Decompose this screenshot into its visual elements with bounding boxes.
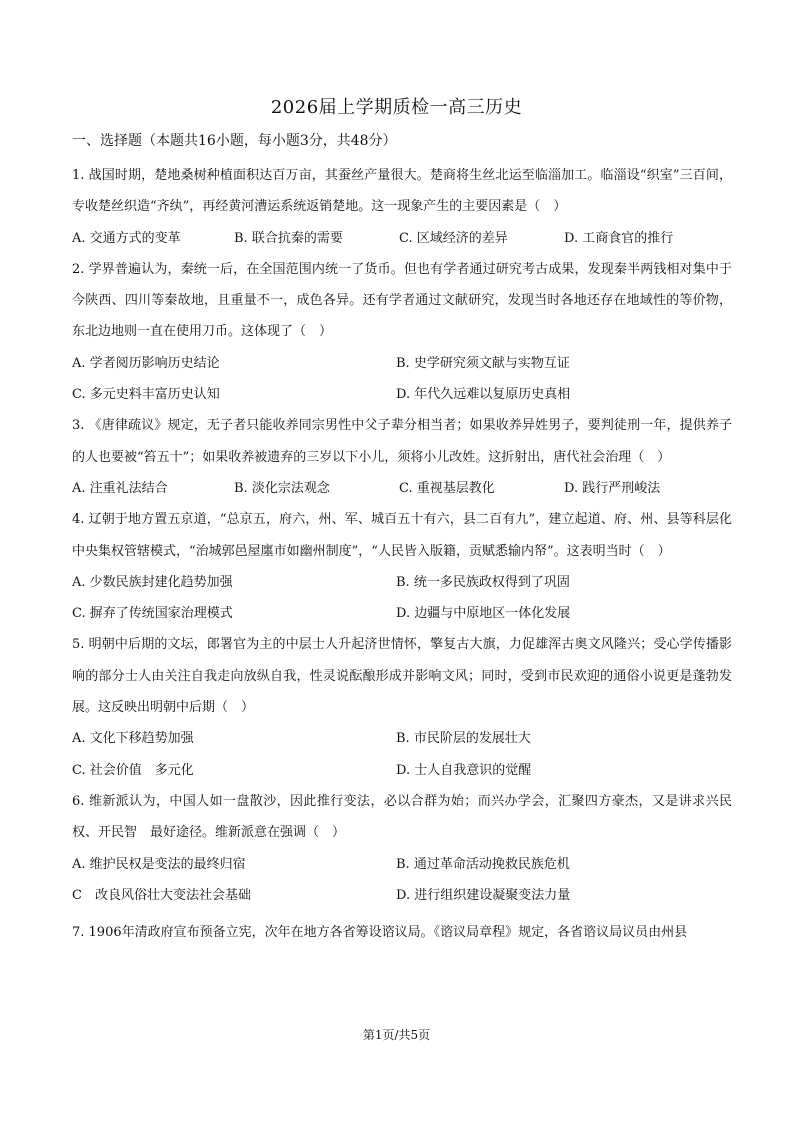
question-text: 5. 明朝中后期的文坛，郎署官为主的中层士人升起济世情怀，擎复古大旗，力促雄浑古奥文风隆兴；受心学传播影响的部分士人由关注自我走向放纵自我，性灵说酝酿形成并影响文风；同时，受到市民欢迎的通俗小说更是蓬勃发展。这反映出明朝中后期（ ）	[72, 637, 732, 716]
option-c[interactable]: C. 社会价值 多元化	[72, 762, 194, 778]
option-a[interactable]: A. 学者阅历影响历史结论	[72, 355, 220, 371]
option-c[interactable]: C. 重视基层教化	[399, 480, 495, 496]
option-c[interactable]: C 改良风俗壮大变法社会基础	[72, 887, 251, 903]
option-d[interactable]: D. 年代久远难以复原历史真相	[396, 387, 571, 403]
question-text: 3. 《唐律疏议》规定，无子者只能收养同宗男性中父子辈分相当者；如果收养异姓男子，要判徒刑一年，提供养子的人也要被“笞五十”；如果收养被遗弃的三岁以下小儿，须将小儿改姓。这折射出，唐代社会治理（ ）	[72, 418, 732, 465]
option-grid	[72, 849, 732, 912]
exam-title: 2026届上学期质检一高三历史	[270, 97, 523, 118]
section-heading: 一、选择题（本题共16小题，每小题3分，共48分）	[72, 133, 397, 149]
option-a[interactable]: A. 少数民族封建化趋势加强	[72, 574, 233, 590]
question-3	[72, 410, 732, 504]
page-footer: 第1页/共5页	[362, 1028, 431, 1042]
option-b[interactable]: B. 通过革命活动挽救民族危机	[396, 856, 570, 872]
option-b[interactable]: B. 史学研究须文献与实物互证	[396, 355, 570, 371]
option-d[interactable]: D. 工商食官的推行	[564, 230, 674, 246]
option-grid	[72, 348, 732, 411]
option-b[interactable]: B. 淡化宗法观念	[234, 480, 330, 496]
question-text: 1. 战国时期，楚地桑树种植面积达百万亩，其蚕丝产量很大。楚商将生丝北运至临淄加工。临淄设“织室”三百间，专收楚丝织造“齐纨”，再经黄河漕运系统返销楚地。这一现象产生的主要因素是（ ）	[72, 168, 732, 215]
question-5	[72, 629, 732, 785]
option-a[interactable]: A. 交通方式的变革	[72, 230, 181, 246]
option-c[interactable]: C. 多元史料丰富历史认知	[72, 387, 220, 403]
question-text: 2. 学界普遍认为，秦统一后，在全国范围内统一了货币。但也有学者通过研究考古成果，发现秦半两钱相对集中于今陕西、四川等秦故地，且重量不一，成色各异。还有学者通过文献研究，发现当时各地还存在地域性的等价物，东北边地则一直在使用刀币。这体现了（ ）	[72, 261, 732, 340]
option-grid	[72, 567, 732, 630]
option-d[interactable]: D. 践行严刑峻法	[564, 480, 661, 496]
option-a[interactable]: A. 注重礼法结合	[72, 480, 168, 496]
question-text: 4. 辽朝于地方置五京道，“总京五，府六，州、军、城百五十有六，县二百有九”，建立起道、府、州、县等科层化中央集权管辖模式，“治城郭邑屋廛市如幽州制度”，“人民皆入版籍，贡赋悉输内帑”。这表明当时（ ）	[72, 512, 732, 559]
question-6	[72, 786, 732, 911]
option-b[interactable]: B. 联合抗秦的需要	[234, 230, 343, 246]
question-2	[72, 254, 732, 410]
question-4	[72, 504, 732, 629]
question-1	[72, 160, 732, 254]
option-grid	[72, 723, 732, 786]
option-d[interactable]: D. 士人自我意识的觉醒	[396, 762, 532, 778]
option-row	[72, 223, 732, 254]
option-b[interactable]: B. 市民阶层的发展壮大	[396, 731, 531, 747]
option-d[interactable]: D. 边疆与中原地区一体化发展	[396, 606, 571, 622]
option-a[interactable]: A. 维护民权是变法的最终归宿	[72, 856, 246, 872]
option-c[interactable]: C. 区域经济的差异	[399, 230, 508, 246]
question-7	[72, 917, 732, 948]
option-c[interactable]: C. 摒弃了传统国家治理模式	[72, 606, 233, 622]
question-list	[72, 160, 732, 948]
option-d[interactable]: D. 进行组织建设凝聚变法力量	[396, 887, 571, 903]
question-text: 7. 1906年清政府宣布预备立宪，次年在地方各省筹设谘议局。《谘议局章程》规定，各省谘议局议员由州县	[72, 925, 688, 941]
option-a[interactable]: A. 文化下移趋势加强	[72, 731, 194, 747]
option-b[interactable]: B. 统一多民族政权得到了巩固	[396, 574, 570, 590]
question-text: 6. 维新派认为，中国人如一盘散沙，因此推行变法，必以合群为始；而兴办学会，汇聚四方豪杰，又是讲求兴民权、开民智 最好途径。维新派意在强调（ ）	[72, 793, 732, 841]
option-row	[72, 473, 732, 504]
